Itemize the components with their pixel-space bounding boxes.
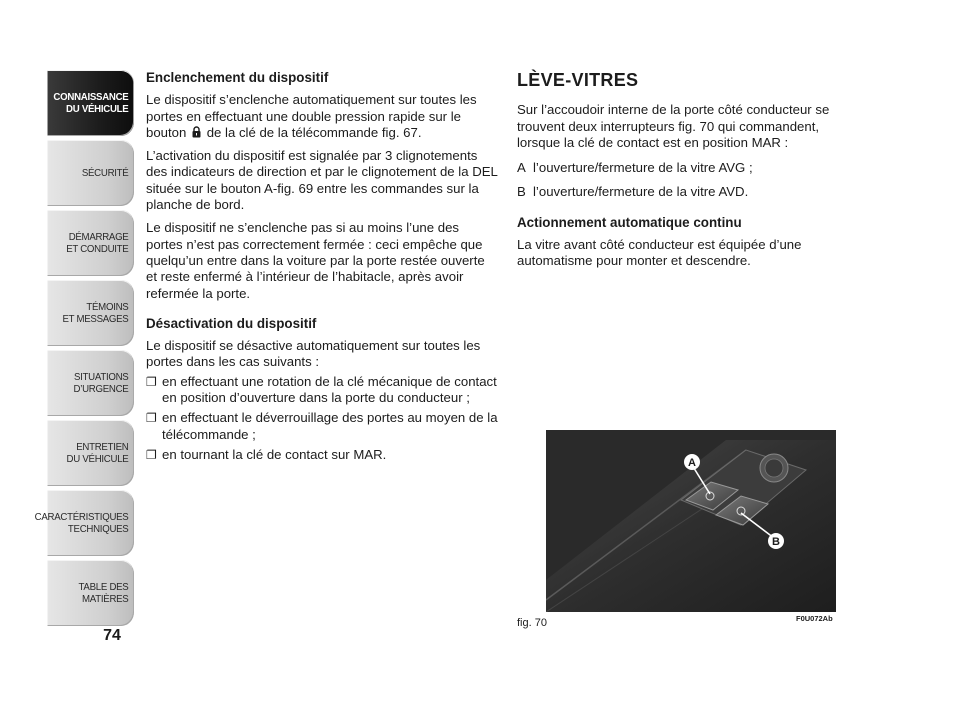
list-item: ❐ en effectuant une rotation de la clé mécanique de contact en position d’ouverture dans la porte du conducteur ; xyxy=(146,373,497,406)
tab-securite[interactable]: SÉCURITÉ xyxy=(48,140,134,206)
left-column xyxy=(146,70,498,467)
checkbox-bullet-icon: ❐ xyxy=(146,374,157,389)
paragraph-actionnement: La vitre avant côté conducteur est équipée d’une automatisme pour monter et descendre. xyxy=(517,237,802,269)
heading-actionnement: Actionnement automatique continu xyxy=(517,214,742,230)
svg-text:A: A xyxy=(688,457,696,469)
list-item: ❐ en tournant la clé de contact sur MAR. xyxy=(146,446,387,462)
paragraph-non-enclenchement: Le dispositif ne s’enclenche pas si au moins l’une des portes n’est pas correctement fermée : ceci empêche que quelqu’un entre dans la voiture par la porte restée ouverte et reste enfermé à l’intérieur de l’habitacle, après avoir refermée la porte. xyxy=(146,220,485,301)
paragraph-activation: L’activation du dispositif est signalée par 3 clignotements des indicateurs de direction et par le clignotement de la DEL située sur le bouton A-fig. 69 entre les commandes sur la planche de bord. xyxy=(146,148,498,213)
paragraph-leve-vitres: Sur l’accoudoir interne de la porte côté conducteur se trouvent deux interrupteurs fig. 70 qui commandent, lorsque la clé de contact est en position MAR : xyxy=(517,102,830,150)
right-column xyxy=(517,70,862,277)
list-item-b: B l’ouverture/fermeture de la vitre AVD. xyxy=(517,184,749,200)
window-switch-illustration xyxy=(546,430,836,612)
list-item: ❐ en effectuant le déverrouillage des portes au moyen de la télécommande ; xyxy=(146,410,498,442)
list-item-a: A l’ouverture/fermeture de la vitre AVG ; xyxy=(517,160,753,176)
tab-caracteristiques-techniques[interactable]: CARACTÉRISTIQUES TECHNIQUES xyxy=(48,490,134,556)
checkbox-bullet-icon: ❐ xyxy=(146,411,157,426)
tab-temoins-et-messages[interactable]: TÉMOINS ET MESSAGES xyxy=(48,280,134,346)
figure-label-a xyxy=(684,454,700,470)
figure-label-b xyxy=(768,533,784,549)
section-title: LÈVE-VITRES xyxy=(517,70,639,90)
tab-entretien-du-vehicule[interactable]: ENTRETIEN DU VÉHICULE xyxy=(48,420,134,486)
lock-icon xyxy=(192,126,201,138)
svg-text:B: B xyxy=(772,536,780,548)
heading-desactivation: Désactivation du dispositif xyxy=(146,315,317,331)
figure-window-switches xyxy=(546,430,836,612)
tab-table-des-matieres[interactable]: TABLE DES MATIÈRES xyxy=(48,560,134,626)
heading-enclenchement: Enclenchement du dispositif xyxy=(146,70,329,85)
figure-caption: fig. 70 xyxy=(517,617,547,629)
paragraph-desactivation: Le dispositif se désactive automatiquement sur toutes les portes dans les cas suivants : xyxy=(146,338,481,370)
figure-code: F0U072Ab xyxy=(796,614,833,623)
paragraph-enclenchement: Le dispositif s’enclenche automatiquement sur toutes les portes en effectuant une double pression rapide sur le bouton de la clé de la télécommande fig. 67. xyxy=(146,92,477,140)
section-sidebar xyxy=(34,70,134,620)
page-number: 74 xyxy=(103,627,121,644)
tab-demarrage-et-conduite[interactable]: DÉMARRAGE ET CONDUITE xyxy=(48,210,134,276)
tab-connaissance-du-vehicule[interactable]: CONNAISSANCE DU VÉHICULE xyxy=(48,70,134,136)
checkbox-bullet-icon: ❐ xyxy=(146,447,157,462)
tab-situations-d-urgence[interactable]: SITUATIONS D’URGENCE xyxy=(48,350,134,416)
